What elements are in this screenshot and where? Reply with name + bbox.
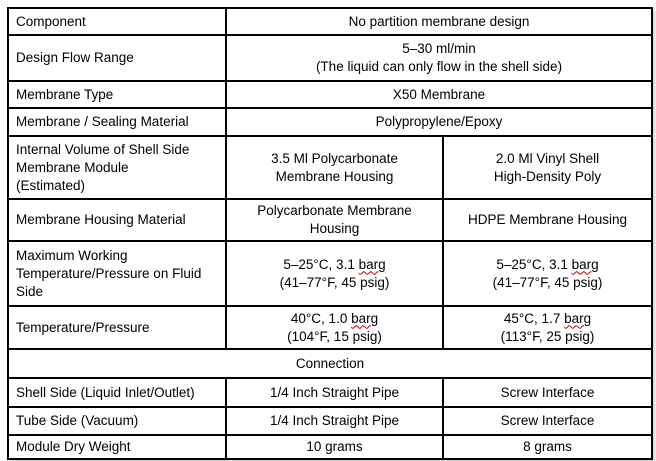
table-row-shell-side bbox=[8, 378, 652, 407]
internal-volume-label-line1: Internal Volume of Shell Side bbox=[16, 141, 190, 157]
housing-material-label: Membrane Housing Material bbox=[8, 199, 226, 241]
flow-range-value-line2: (The liquid can only flow in the shell side) bbox=[315, 59, 563, 74]
component-label: Component bbox=[8, 8, 226, 35]
value-text: 40°C, 1.0 bbox=[290, 310, 352, 326]
internal-volume-col2-line1: 3.5 Ml Polycarbonate bbox=[271, 150, 398, 166]
shell-side-col2: 1/4 Inch Straight Pipe bbox=[226, 378, 443, 407]
table-row-component bbox=[8, 8, 652, 35]
max-working-temp-col3-line1 bbox=[448, 256, 647, 274]
housing-material-col2 bbox=[226, 199, 443, 241]
tube-side-label: Tube Side (Vacuum) bbox=[8, 407, 226, 435]
table-row-housing-material bbox=[8, 199, 652, 241]
component-value: No partition membrane design bbox=[226, 8, 652, 35]
misspelled-word: barg bbox=[571, 256, 599, 272]
misspelled-word: barg bbox=[564, 310, 592, 326]
flow-range-value-line1: 5–30 ml/min bbox=[402, 41, 476, 56]
misspelled-word: barg bbox=[351, 310, 379, 326]
internal-volume-col2-line2: Membrane Housing bbox=[275, 168, 394, 184]
internal-volume-col3-line1: 2.0 Ml Vinyl Shell bbox=[495, 150, 600, 166]
temp-pressure-col3-line2: (113°F, 25 psig) bbox=[500, 328, 595, 344]
tube-side-col3: Screw Interface bbox=[443, 407, 652, 435]
internal-volume-col3 bbox=[443, 136, 652, 199]
design-flow-range-label: Design Flow Range bbox=[8, 35, 226, 81]
table-row-sealing-material bbox=[8, 108, 652, 136]
table-row-temp-pressure bbox=[8, 306, 652, 349]
table-row-max-working-temp bbox=[8, 241, 652, 306]
table-row-membrane-type bbox=[8, 81, 652, 108]
internal-volume-col3-line2: High-Density Poly bbox=[493, 168, 602, 184]
temp-pressure-col2-line1 bbox=[231, 310, 438, 328]
max-working-temp-col2-line1 bbox=[231, 256, 438, 274]
housing-material-col2-line2: Housing bbox=[309, 221, 360, 236]
value-text: 5–25°C, 3.1 bbox=[283, 256, 359, 272]
dry-weight-label: Module Dry Weight bbox=[8, 435, 226, 459]
membrane-type-value: X50 Membrane bbox=[226, 81, 652, 108]
internal-volume-col2 bbox=[226, 136, 443, 199]
connection-section-header: Connection bbox=[8, 349, 652, 378]
sealing-material-value: Polypropylene/Epoxy bbox=[226, 108, 652, 136]
temp-pressure-col2 bbox=[226, 306, 443, 349]
internal-volume-label bbox=[8, 136, 226, 199]
membrane-type-label: Membrane Type bbox=[8, 81, 226, 108]
temp-pressure-col3 bbox=[443, 306, 652, 349]
housing-material-col3: HDPE Membrane Housing bbox=[443, 199, 652, 241]
temp-pressure-label: Temperature/Pressure bbox=[8, 306, 226, 349]
max-working-temp-label-line1: Maximum Working bbox=[16, 247, 128, 263]
shell-side-label: Shell Side (Liquid Inlet/Outlet) bbox=[8, 378, 226, 407]
max-working-temp-label-line3: Side bbox=[16, 283, 44, 299]
misspelled-word: barg bbox=[358, 256, 386, 272]
dry-weight-col2: 10 grams bbox=[226, 435, 443, 459]
table-row-dry-weight bbox=[8, 435, 652, 459]
shell-side-col3: Screw Interface bbox=[443, 378, 652, 407]
max-working-temp-label-line2: Temperature/Pressure on Fluid bbox=[16, 265, 202, 281]
internal-volume-label-line2: Membrane Module bbox=[16, 159, 129, 175]
table-row-internal-volume bbox=[8, 136, 652, 199]
temp-pressure-col3-line1 bbox=[448, 310, 647, 328]
sealing-material-label: Membrane / Sealing Material bbox=[8, 108, 226, 136]
housing-material-col2-line1: Polycarbonate Membrane bbox=[257, 203, 412, 218]
max-working-temp-label bbox=[8, 241, 226, 306]
max-working-temp-col3 bbox=[443, 241, 652, 306]
max-working-temp-col2-line2: (41–77°F, 45 psig) bbox=[279, 274, 390, 290]
table-row-connection-section bbox=[8, 349, 652, 378]
tube-side-col2: 1/4 Inch Straight Pipe bbox=[226, 407, 443, 435]
table-row-tube-side bbox=[8, 407, 652, 435]
value-text: 5–25°C, 3.1 bbox=[496, 256, 572, 272]
table-row-design-flow-range bbox=[8, 35, 652, 81]
max-working-temp-col3-line2: (41–77°F, 45 psig) bbox=[492, 274, 603, 290]
dry-weight-col3: 8 grams bbox=[443, 435, 652, 459]
design-flow-range-value bbox=[226, 35, 652, 81]
max-working-temp-col2 bbox=[226, 241, 443, 306]
temp-pressure-col2-line2: (104°F, 15 psig) bbox=[287, 328, 382, 344]
internal-volume-label-line3: (Estimated) bbox=[16, 177, 86, 193]
membrane-spec-table bbox=[7, 7, 653, 460]
value-text: 45°C, 1.7 bbox=[503, 310, 565, 326]
